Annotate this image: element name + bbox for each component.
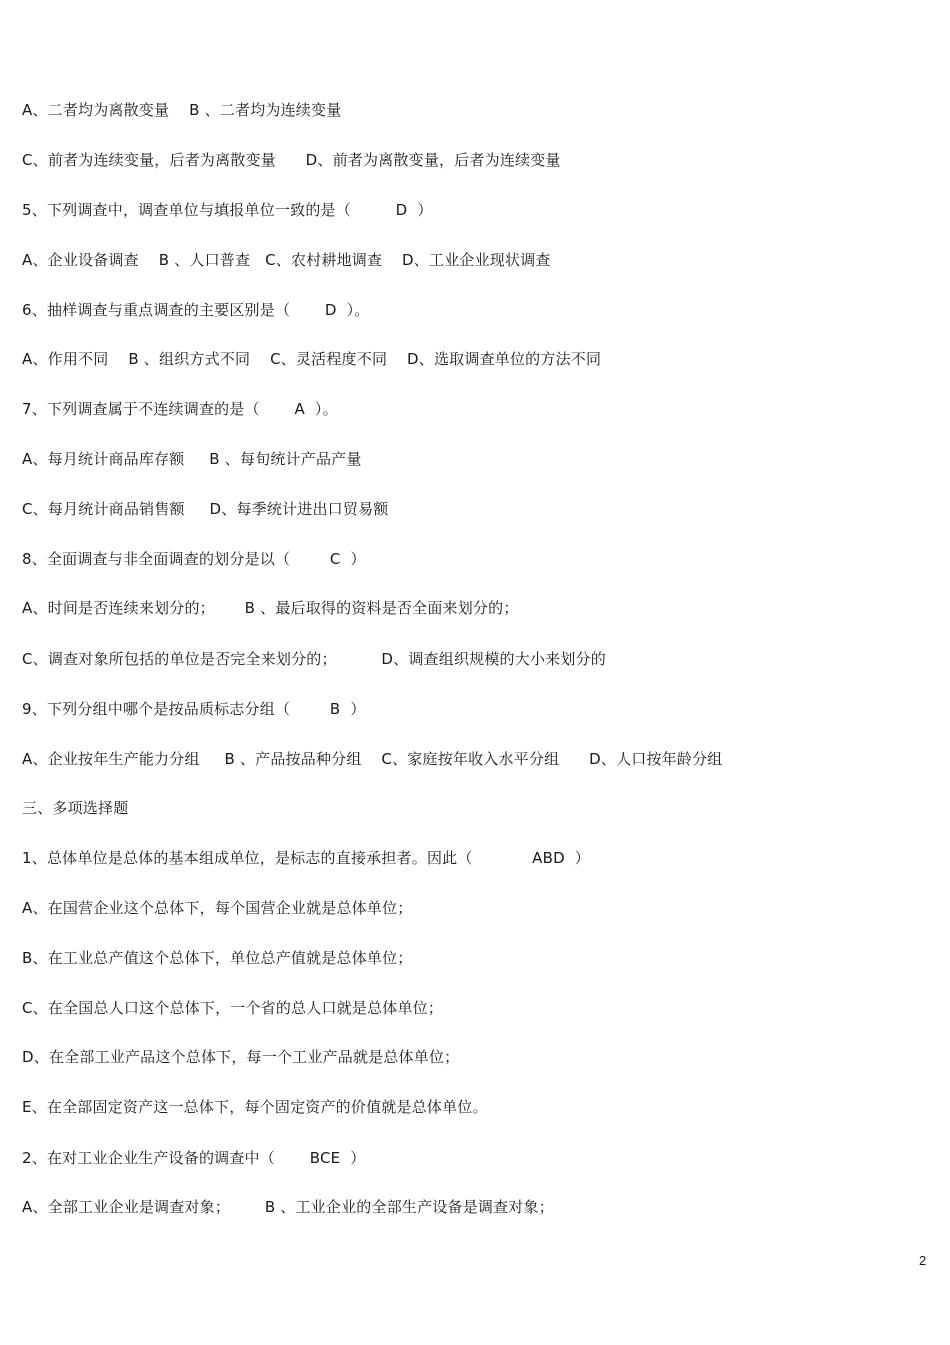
question-line: 1、总体单位是总体的基本组成单位，是标志的直接承担者。因此（ ABD ） xyxy=(22,849,591,867)
option-line: B、在工业总产值这个总体下，单位总产值就是总体单位； xyxy=(22,949,413,967)
option-line: C、调查对象所包括的单位是否完全来划分的； D、调查组织规模的大小来划分的 xyxy=(22,650,606,668)
option-line: A、每月统计商品库存额 B 、每旬统计产品产量 xyxy=(22,450,362,468)
option-line: C、前者为连续变量，后者为离散变量 D、前者为离散变量，后者为连续变量 xyxy=(22,151,561,169)
page-number: 2 xyxy=(919,1253,927,1268)
option-line: A、企业设备调查 B 、人口普查 C、农村耕地调查 D、工业企业现状调查 xyxy=(22,251,551,269)
option-line: C、在全国总人口这个总体下，一个省的总人口就是总体单位； xyxy=(22,999,444,1017)
question-line: 9、下列分组中哪个是按品质标志分组（ B ） xyxy=(22,700,366,718)
question-line: 7、下列调查属于不连续调查的是（ A ）。 xyxy=(22,400,338,418)
option-line: A、二者均为离散变量 B 、二者均为连续变量 xyxy=(22,101,342,119)
option-line: A、企业按年生产能力分组 B 、产品按品种分组 C、家庭按年收入水平分组 D、人口按年龄分组 xyxy=(22,750,723,768)
option-line: A、在国营企业这个总体下，每个国营企业就是总体单位； xyxy=(22,899,413,917)
option-line: E、在全部固定资产这一总体下，每个固定资产的价值就是总体单位。 xyxy=(22,1098,488,1116)
option-line: A、作用不同 B 、组织方式不同 C、灵活程度不同 D、选取调查单位的方法不同 xyxy=(22,350,602,368)
option-line: A、全部工业企业是调查对象； B 、工业企业的全部生产设备是调查对象； xyxy=(22,1198,554,1216)
question-line: 8、全面调查与非全面调查的划分是以（ C ） xyxy=(22,550,366,568)
option-line: C、每月统计商品销售额 D、每季统计进出口贸易额 xyxy=(22,500,389,518)
question-line: 6、抽样调查与重点调查的主要区别是（ D ）。 xyxy=(22,301,370,319)
question-line: 5、下列调查中，调查单位与填报单位一致的是（ D ） xyxy=(22,201,433,219)
question-line: 2、在对工业企业生产设备的调查中（ BCE ） xyxy=(22,1149,366,1167)
option-line: A、时间是否连续来划分的； B 、最后取得的资料是否全面来划分的； xyxy=(22,599,519,617)
option-line: D、在全部工业产品这个总体下，每一个工业产品就是总体单位； xyxy=(22,1048,460,1066)
section-heading: 三、多项选择题 xyxy=(22,799,129,817)
